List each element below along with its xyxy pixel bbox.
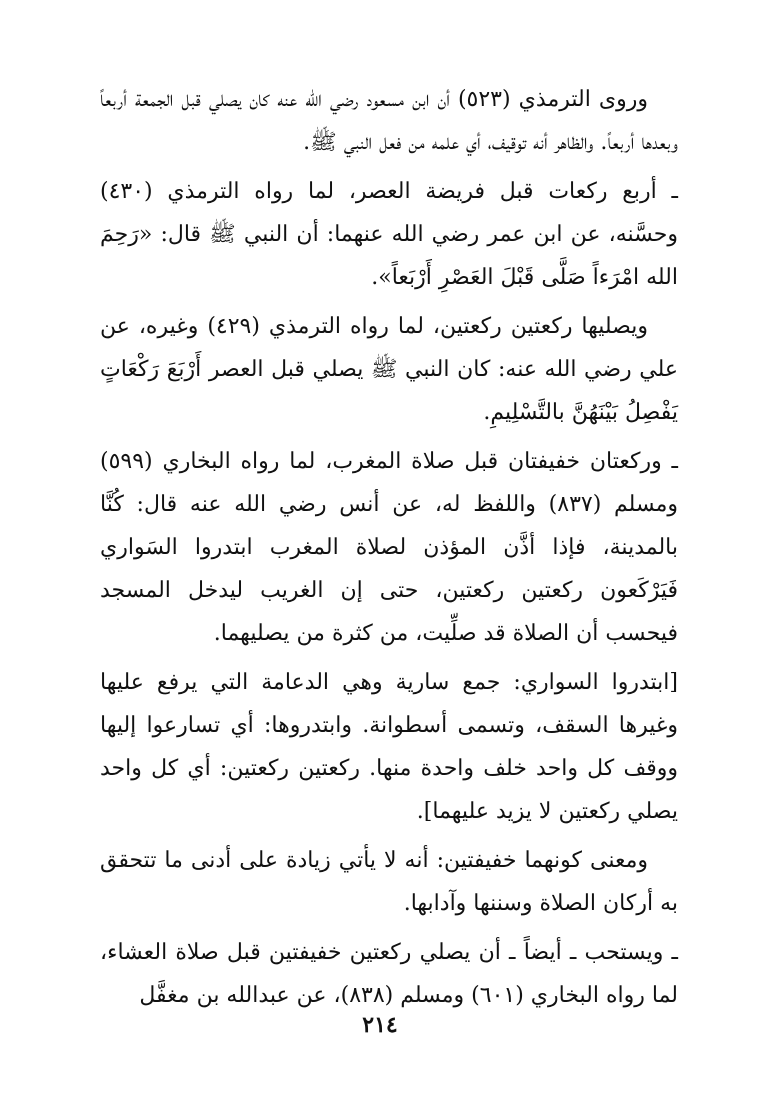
paragraph-sawari-explanation: [ابتدروا السواري: جمع سارية وهي الدعامة التي يرفع عليها وغيرها السقف، وتسمى أسطوانة. وابتدروها: أي تسارعوا إليها ووقف كل واحد خلف واحدة منها. ركعتين ركعتين: أي كل واحد يصلي ركعتين لا يزيد عليهما]. <box>100 670 678 824</box>
paragraph-maghrib-rakat: ـ وركعتان خفيفتان قبل صلاة المغرب، لما رواه البخاري (٥٩٩) ومسلم (٨٣٧) واللفظ له، عن أنس رضي الله عنه قال: كُنَّا بالمدينة، فإذا أذَّن المؤذن لصلاة المغرب ابتدروا السَواري فَيَرْكَعون ركعتين ركعتين، حتى إن الغريب ليدخل المسجد فيحسب أن الصلاة قد صلِّيت، من كثرة من يصليهما. <box>100 449 678 646</box>
paragraph-isha-rakat: ـ ويستحب ـ أيضاً ـ أن يصلي ركعتين خفيفتين قبل صلاة العشاء، لما رواه البخاري (٦٠١) ومسلم (٨٣٨)، عن عبدالله بن مغفَّل <box>100 940 678 1008</box>
paragraph-asr-four-rakat: ـ أربع ركعات قبل فريضة العصر، لما رواه الترمذي (٤٣٠) وحسَّنه، عن ابن عمر رضي الله عنهما: أن النبي ﷺ قال: «رَحِمَ الله امْرَءاً صَلَّى قَبْلَ العَصْرِ أَرْبَعاً». <box>100 179 678 290</box>
paragraph-light-meaning: ومعنى كونهما خفيفتين: أنه لا يأتي زيادة على أدنى ما تتحقق به أركان الصلاة وسننها وآدابها. <box>100 848 678 916</box>
body-text <box>100 78 678 1023</box>
paragraph-two-by-two: ويصليها ركعتين ركعتين، لما رواه الترمذي (٤٢٩) وغيره، عن علي رضي الله عنه: كان النبي ﷺ يصلي قبل العصر أَرْبَعَ رَكْعَاتٍ يَفْصِلُ بَيْنَهُنَّ بالتَّسْلِيمِ. <box>100 314 678 425</box>
paragraph-friday-sunnah: وروى الترمذي (٥٢٣) أن ابن مسعود رضي الله عنه كان يصلي قبل الجمعة أربعاً وبعدها أربعاً. والظاهر أنه توقيف، أي علمه من فعل النبي ﷺ. <box>100 87 678 155</box>
page-number: ٢١٤ <box>362 1012 398 1038</box>
